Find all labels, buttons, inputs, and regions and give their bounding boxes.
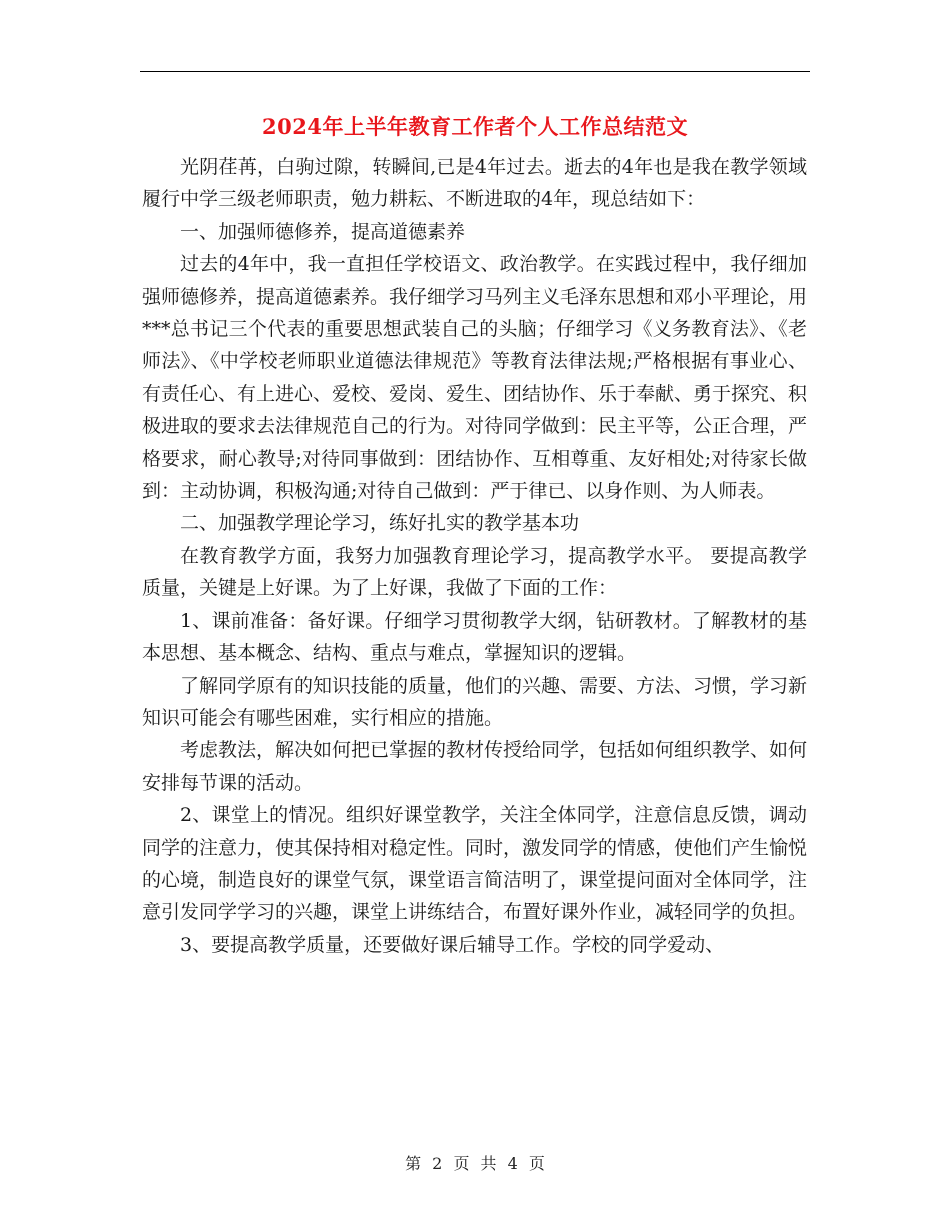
paragraph-teaching: 在教育教学方面，我努力加强教育理论学习，提高教学水平。 要提高教学质量，关键是上好课。为了上好课，我做了下面的工作： (142, 544, 807, 600)
paragraph-ethics: 过去的4年中，我一直担任学校语文、政治教学。在实践过程中，我仔细加强师德修养，提高道德素养。我仔细学习马列主义毛泽东思想和邓小平理论，用***总书记三个代表的重要思想武装自己的头脑；仔细学习《义务教育法》、《老师法》、《中学校老师职业道德法律规范》等教育法律法规;严格根据有事业心、有责任心、有上进心、爱校、爱岗、爱生、团结协作、乐于奉献、勇于探究、积极进取的要求去法律规范自己的行为。对待同学做到：民主平等，公正合理，严格要求，耐心教导;对待同事做到：团结协作、互相尊重、友好相处;对待家长做到：主动协调，积极沟通;对待自己做到：严于律已、以身作则、为人师表。 (142, 253, 808, 503)
section-heading-1: 一、加强师德修养，提高道德素养 (180, 220, 466, 243)
paragraph-methods: 考虑教法，解决如何把已掌握的教材传授给同学，包括如何组织教学、如何安排每节课的活动。 (142, 739, 808, 794)
paragraph-preparation: 1、课前准备：备好课。仔细学习贯彻教学大纲，钻研教材。了解教材的基本思想、基本概念、结构、重点与难点，掌握知识的逻辑。 (142, 609, 807, 665)
header-rule (140, 71, 810, 72)
document-title: 2024年上半年教育工作者个人工作总结范文 (262, 114, 688, 139)
paragraph-students: 了解同学原有的知识技能的质量，他们的兴趣、需要、方法、习惯，学习新知识可能会有哪些困难，实行相应的措施。 (142, 674, 808, 729)
paragraph-intro: 光阴荏苒，白驹过隙，转瞬间,已是4年过去。逝去的4年也是我在教学领域履行中学三级老师职责，勉力耕耘、不断进取的4年，现总结如下： (142, 156, 807, 211)
section-heading-2: 二、加强教学理论学习，练好扎实的教学基本功 (180, 512, 580, 535)
paragraph-classroom: 2、课堂上的情况。组织好课堂教学，关注全体同学，注意信息反馈，调动同学的注意力，使其保持相对稳定性。同时，激发同学的情感，使他们产生愉悦的心境，制造良好的课堂气氛，课堂语言简洁明了，课堂提问面对全体同学，注意引发同学学习的兴趣，课堂上讲练结合，布置好课外作业，减轻同学的负担。 (142, 804, 808, 924)
document-body (142, 151, 807, 961)
paragraph-tutoring: 3、要提高教学质量，还要做好课后辅导工作。学校的同学爱动、 (180, 933, 725, 956)
page-footer: 第 2 页 共 4 页 (405, 1154, 545, 1173)
